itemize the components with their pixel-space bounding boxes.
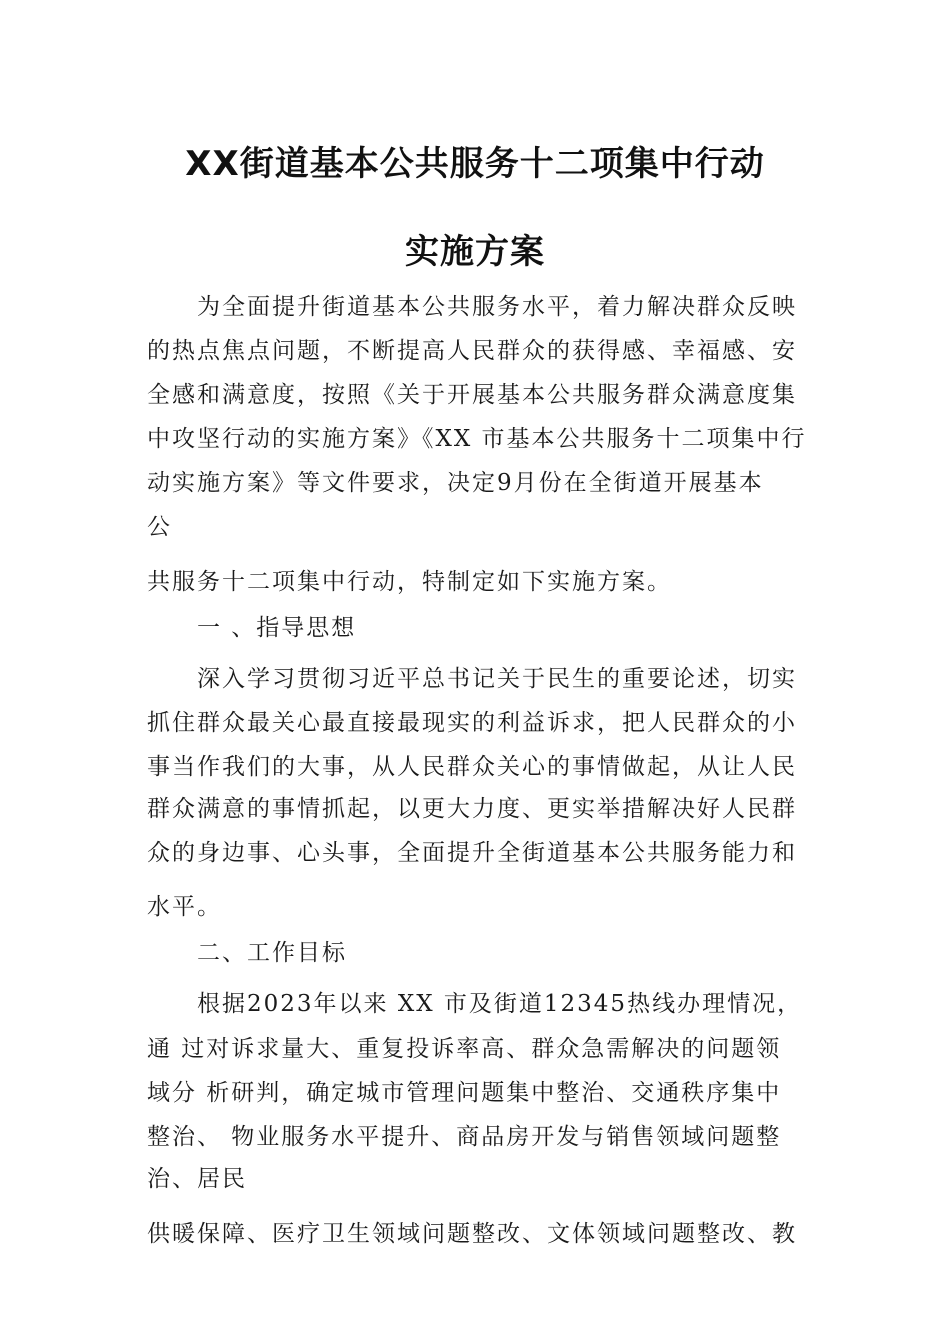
- paragraph-line: 通 过对诉求量大、重复投诉率高、群众急需解决的问题领: [147, 1036, 782, 1062]
- paragraph-line: 根据2023年以来 XX 市及街道12345热线办理情况，: [197, 991, 803, 1017]
- paragraph-line: 群众满意的事情抓起，以更大力度、更实举措解决好人民群: [147, 796, 797, 822]
- paragraph-line: 事当作我们的大事，从人民群众关心的事情做起，从让人民: [147, 754, 797, 780]
- paragraph-line: 动实施方案》等文件要求，决定9月份在全街道开展基本: [147, 470, 764, 496]
- paragraph-line: 供暖保障、医疗卫生领域问题整改、文体领域问题整改、教: [147, 1221, 797, 1247]
- paragraph-line: 共服务十二项集中行动，特制定如下实施方案。: [147, 569, 672, 595]
- section-heading-guiding-thought: 一 、指导思想: [197, 615, 357, 641]
- paragraph-line: 深入学习贯彻习近平总书记关于民生的重要论述，切实: [197, 666, 797, 692]
- document-title-line-1: XX街道基本公共服务十二项集中行动: [185, 144, 765, 184]
- paragraph-line: 公: [147, 514, 172, 540]
- paragraph-line: 全感和满意度，按照《关于开展基本公共服务群众满意度集: [147, 382, 797, 408]
- paragraph-line: 治、居民: [147, 1166, 247, 1192]
- paragraph-line: 抓住群众最关心最直接最现实的利益诉求，把人民群众的小: [147, 710, 797, 736]
- document-title-line-2: 实施方案: [405, 232, 545, 272]
- section-heading-work-goals: 二、工作目标: [197, 940, 347, 966]
- paragraph-line: 域分 析研判，确定城市管理问题集中整治、交通秩序集中: [147, 1080, 782, 1106]
- paragraph-line: 中攻坚行动的实施方案》《XX 市基本公共服务十二项集中行: [147, 426, 807, 452]
- paragraph-line: 的热点焦点问题，不断提高人民群众的获得感、幸福感、安: [147, 338, 797, 364]
- paragraph-line: 众的身边事、心头事，全面提升全街道基本公共服务能力和: [147, 840, 797, 866]
- paragraph-line: 整治、 物业服务水平提升、商品房开发与销售领域问题整: [147, 1124, 782, 1150]
- paragraph-line: 为全面提升街道基本公共服务水平，着力解决群众反映: [197, 294, 797, 320]
- paragraph-line: 水平。: [147, 894, 222, 920]
